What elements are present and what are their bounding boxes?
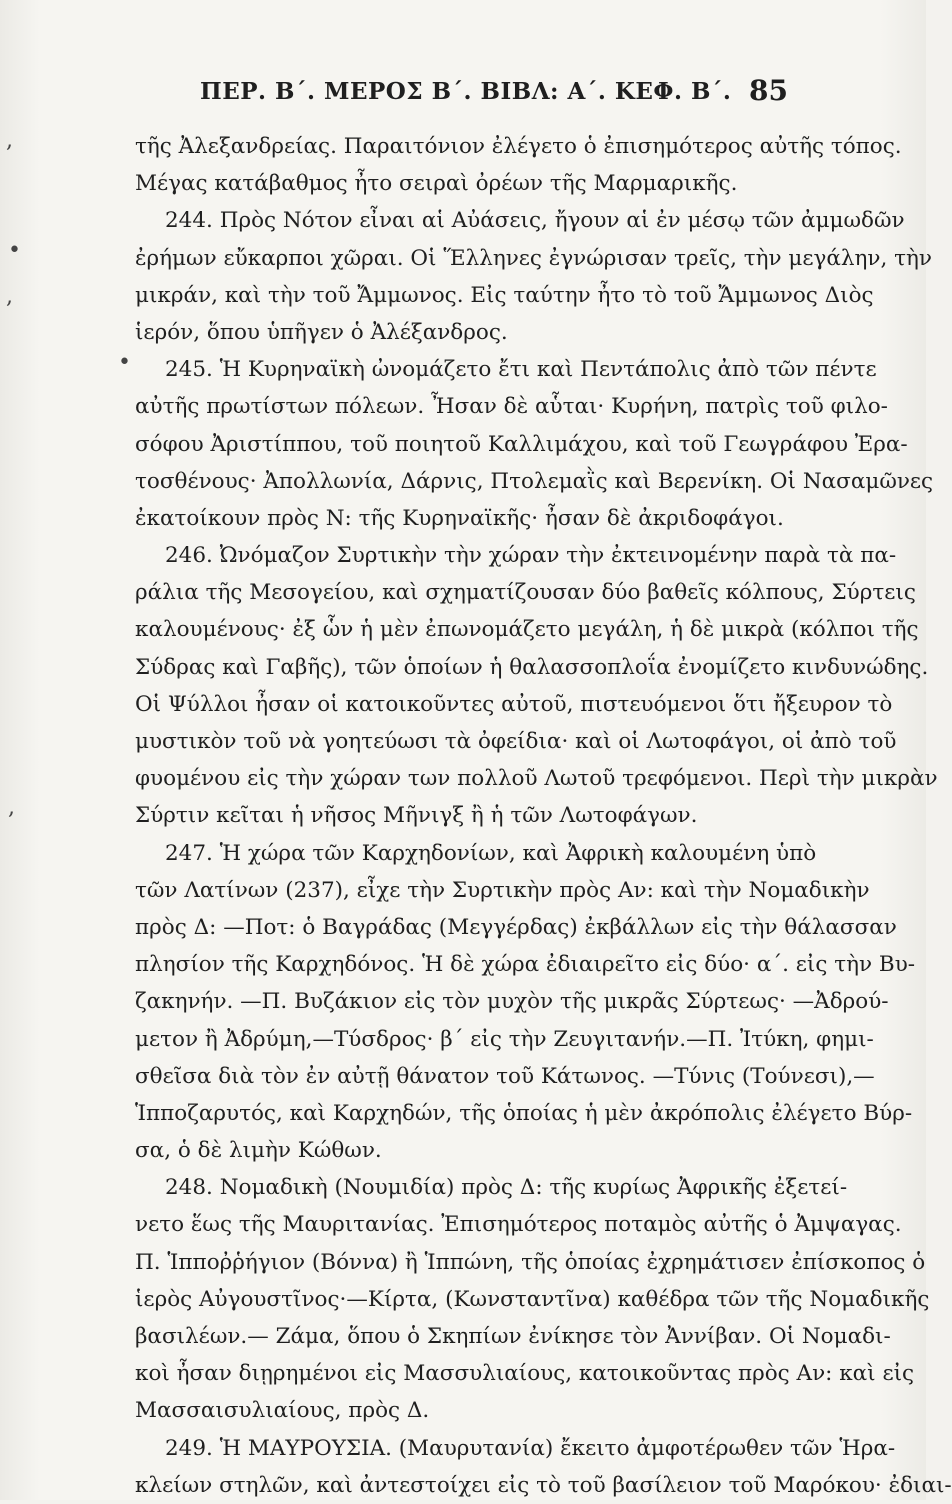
text-line: πρὸς Δ: —Ποτ: ὁ Βαγράδας (Μεγγέρδας) ἐκβάλλων εἰς τὴν θάλασσαν — [135, 914, 897, 940]
text-line: Σύδρας καὶ Γαβῆς), τῶν ὁποίων ἡ θαλασσοπλοΐα ἐνομίζετο κινδυνώδης. — [135, 654, 929, 680]
text-line: κλείων στηλῶν, καὶ ἀντεστοίχει εἰς τὸ τοῦ βασίλειον τοῦ Μαρόκου· ἐδιαι- — [135, 1472, 952, 1498]
text-line: Μέγας κατάβαθμος ἦτο σειραὶ ὀρέων τῆς Μαρμαρικῆς. — [135, 171, 738, 197]
text-line: βασιλέων.— Ζάμα, ὅπου ὁ Σκηπίων ἐνίκησε τὸν Ἀννίβαν. Οἱ Νομαδι- — [135, 1324, 891, 1349]
text-line: Ἱπποζαρυτός, καὶ Καρχηδών, τῆς ὁποίας ἡ μὲν ἀκρόπολις ἐλέγετο Βύρ- — [135, 1100, 913, 1126]
text-line: τῶν Λατίνων (237), εἶχε τὴν Συρτικὴν πρὸς Αν: καὶ τὴν Νομαδικὴν — [135, 877, 870, 903]
paragraph-247-start: 247. Ἡ χώρα τῶν Καρχηδονίων, καὶ Ἀφρικὴ καλουμένη ὑπὸ — [165, 840, 817, 866]
margin-mark: , — [8, 795, 15, 820]
text-line: ἱερὸς Αὐγουστῖνος·—Κίρτα, (Κωνσταντῖνα) καθέδρα τῶν τῆς Νομαδικῆς — [135, 1286, 930, 1312]
paragraph-245-start: 245. Ἡ Κυρηναϊκὴ ὠνομάζετο ἔτι καὶ Πεντάπολις ἀπὸ τῶν πέντε — [165, 357, 877, 383]
text-line: Σύρτιν κεῖται ἡ νῆσος Μῆνιγξ ἢ ἡ τῶν Λωτοφάγων. — [135, 803, 698, 829]
paragraph-249-start: 249. Ἡ ΜΑΥΡΟΥΣΙΑ. (Μαυρυτανία) ἔκειτο ἀμφοτέρωθεν τῶν Ἡρα- — [165, 1435, 896, 1461]
text-line: τῆς Ἀλεξανδρείας. Παραιτόνιον ἐλέγετο ὁ ἐπισημότερος αὐτῆς τόπος. — [135, 134, 902, 159]
margin-mark: , — [6, 284, 13, 309]
text-line: ἱερόν, ὅπου ὑπῆγεν ὁ Ἀλέξανδρος. — [135, 319, 508, 345]
margin-mark: • — [118, 350, 131, 375]
text-line: μικράν, καὶ τὴν τοῦ Ἄμμωνος. Εἰς ταύτην ἦτο τὸ τοῦ Ἄμμωνος Διὸς — [135, 282, 874, 308]
text-line: ράλια τῆς Μεσογείου, καὶ σχηματίζουσαν δύο βαθεῖς κόλπους, Σύρτεις — [135, 580, 916, 606]
text-line: Π. Ἱπποῤῥήγιον (Βόννα) ἢ Ἱππώνη, τῆς ὁποίας ἐχρημάτισεν ἐπίσκοπος ὁ — [135, 1249, 926, 1275]
text-line: τοσθένους· Ἀπολλωνία, Δάρνις, Πτολεμαῒς καὶ Βερενίκη. Οἱ Νασαμῶνες — [135, 468, 934, 494]
paragraph-246-start: 246. Ὠνόμαζον Συρτικὴν τὴν χώραν τὴν ἐκτεινομένην παρὰ τὰ πα- — [165, 543, 897, 569]
running-header: ΠΕΡ. Β΄. ΜΕΡΟΣ Β΄. ΒΙΒΛ: Α΄. ΚΕΦ. Β΄. — [200, 78, 732, 105]
paragraph-244-start: 244. Πρὸς Νότον εἶναι αἱ Αὐάσεις, ἤγουν αἱ ἐν μέσῳ τῶν ἀμμωδῶν — [165, 208, 905, 234]
paragraph-248-start: 248. Νομαδικὴ (Νουμιδία) πρὸς Δ: τῆς κυρίως Ἀφρικῆς ἐξετεί- — [165, 1175, 848, 1201]
text-line: ζακηνήν. —Π. Βυζάκιον εἰς τὸν μυχὸν τῆς μικρᾶς Σύρτεως· —Ἀδρού- — [135, 989, 889, 1015]
text-line: νετο ἕως τῆς Μαυριτανίας. Ἐπισημότερος ποταμὸς αὐτῆς ὁ Ἀμψαγας. — [135, 1212, 902, 1238]
text-line: ἐκατοίκουν πρὸς Ν: τῆς Κυρηναϊκῆς· ἦσαν δὲ ἀκριδοφάγοι. — [135, 505, 784, 531]
text-line: σα, ὁ δὲ λιμὴν Κώθων. — [135, 1138, 382, 1164]
text-line: μετον ἢ Ἀδρύμη,—Τύσδρος· β΄ εἰς τὴν Ζευγιτανήν.—Π. Ἰτύκη, φημι- — [135, 1026, 874, 1052]
text-line: καλουμένους· ἐξ ὧν ἡ μὲν ἐπωνομάζετο μεγάλη, ἡ δὲ μικρὰ (κόλποι τῆς — [135, 617, 919, 643]
text-line: Οἱ Ψύλλοι ἦσαν οἱ κατοικοῦντες αὐτοῦ, πιστευόμενοι ὅτι ἤξευρον τὸ — [135, 691, 893, 717]
margin-mark: , — [6, 128, 13, 153]
body-text — [135, 128, 952, 1504]
text-line: κοὶ ἦσαν διῃρημένοι εἰς Μασσυλιαίους, κατοικοῦντας πρὸς Αν: καὶ εἰς — [135, 1361, 915, 1387]
text-line: πλησίον τῆς Καρχηδόνος. Ἡ δὲ χώρα ἐδιαιρεῖτο εἰς δύο· α΄. εἰς τὴν Βυ- — [135, 952, 916, 978]
page-number: 85 — [749, 74, 788, 107]
text-line: φυομένου εἰς τὴν χώραν των πολλοῦ Λωτοῦ τρεφόμενοι. Περὶ τὴν μικρὰν — [135, 766, 938, 792]
text-line: σθεῖσα διὰ τὸν ἐν αὐτῇ θάνατον τοῦ Κάτωνος. —Τύνις (Τούνεσι),— — [135, 1063, 875, 1089]
text-line: σόφου Ἀριστίππου, τοῦ ποιητοῦ Καλλιμάχου, καὶ τοῦ Γεωγράφου Ἐρα- — [135, 431, 908, 457]
margin-mark: • — [8, 238, 21, 263]
text-line: αὐτῆς πρωτίστων πόλεων. Ἦσαν δὲ αὗται· Κυρήνη, πατρὶς τοῦ φιλο- — [135, 394, 888, 420]
text-line: Μασσαισυλιαίους, πρὸς Δ. — [135, 1398, 430, 1424]
text-line: μυστικὸν τοῦ νὰ γοητεύωσι τὰ ὀφείδια· καὶ οἱ Λωτοφάγοι, οἱ ἀπὸ τοῦ — [135, 729, 897, 754]
text-line: ἐρήμων εὔκαρποι χῶραι. Οἱ Ἕλληνες ἐγνώρισαν τρεῖς, τὴν μεγάλην, τὴν — [135, 245, 933, 271]
